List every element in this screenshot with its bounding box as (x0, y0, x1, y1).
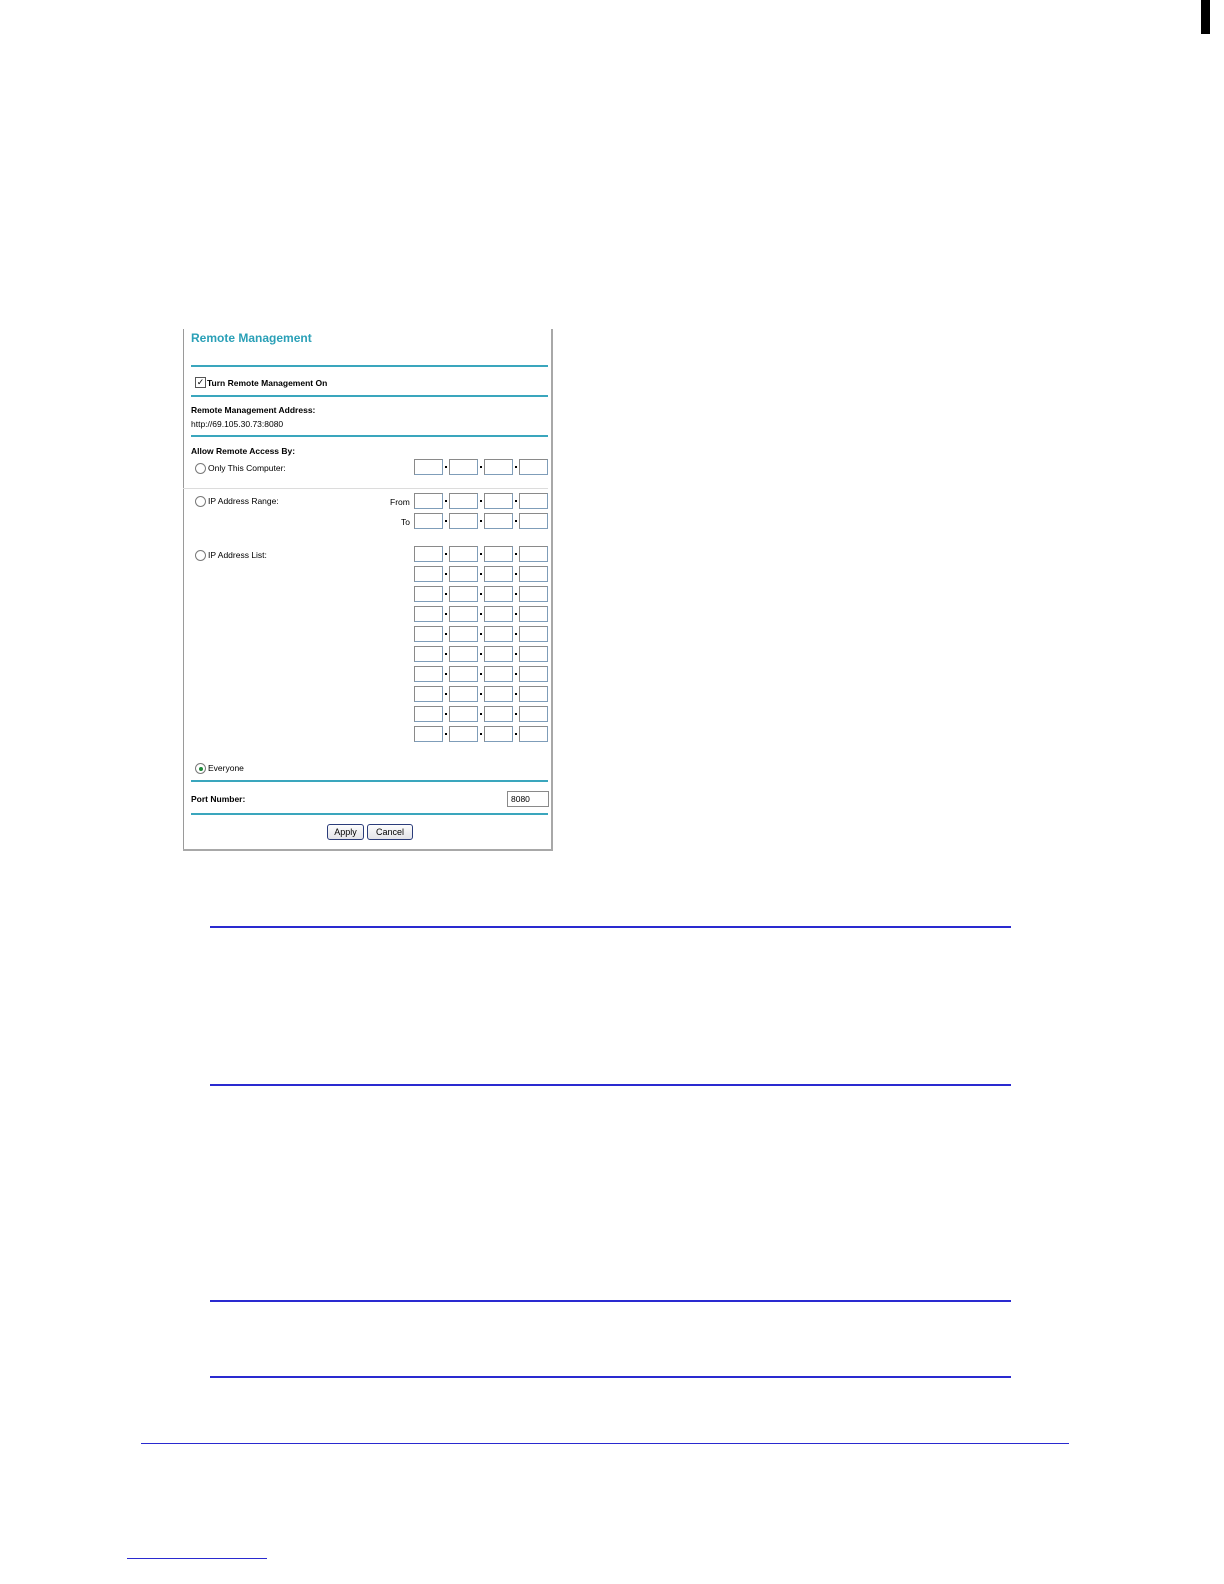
ip-separator-dot (480, 693, 482, 695)
footer-link-underline (127, 1558, 267, 1559)
ip-octet-input[interactable] (449, 706, 478, 722)
ip-octet-input[interactable] (414, 566, 443, 582)
ip-separator-dot (480, 673, 482, 675)
ip-octet-input[interactable] (484, 513, 513, 529)
divider (191, 395, 548, 397)
ip-separator-dot (445, 520, 447, 522)
ip-octet-input[interactable] (449, 546, 478, 562)
ip-separator-dot (445, 466, 447, 468)
ip-octet-input[interactable] (519, 686, 548, 702)
ip-list-row (414, 586, 549, 602)
ip-list-radio[interactable] (195, 550, 206, 561)
ip-separator-dot (515, 693, 517, 695)
ip-list-row (414, 626, 549, 642)
ip-octet-input[interactable] (484, 646, 513, 662)
ip-separator-dot (480, 633, 482, 635)
ip-range-radio[interactable] (195, 496, 206, 507)
ip-octet-input[interactable] (449, 606, 478, 622)
ip-separator-dot (480, 520, 482, 522)
everyone-radio[interactable] (195, 763, 206, 774)
ip-separator-dot (480, 713, 482, 715)
ip-separator-dot (515, 520, 517, 522)
range-from-ip (414, 493, 549, 509)
ip-octet-input[interactable] (414, 666, 443, 682)
turn-on-checkbox[interactable]: ✓ (196, 377, 205, 387)
ip-octet-input[interactable] (449, 626, 478, 642)
ip-separator-dot (480, 653, 482, 655)
ip-separator-dot (445, 553, 447, 555)
range-to-label: To (401, 517, 410, 527)
ip-octet-input[interactable] (519, 586, 548, 602)
ip-octet-input[interactable] (449, 586, 478, 602)
ip-octet-input[interactable] (519, 606, 548, 622)
ip-octet-input[interactable] (484, 706, 513, 722)
everyone-label: Everyone (208, 763, 244, 773)
ip-separator-dot (445, 593, 447, 595)
ip-list-label: IP Address List: (208, 550, 267, 560)
ip-separator-dot (445, 633, 447, 635)
address-heading: Remote Management Address: (191, 405, 316, 415)
ip-list-row (414, 726, 549, 742)
ip-separator-dot (445, 733, 447, 735)
ip-list-row (414, 686, 549, 702)
ip-octet-input[interactable] (519, 646, 548, 662)
page-title: Remote Management (191, 331, 312, 345)
ip-octet-input[interactable] (414, 606, 443, 622)
range-from-label: From (390, 497, 410, 507)
ip-separator-dot (515, 713, 517, 715)
ip-octet-input[interactable] (519, 493, 548, 509)
ip-separator-dot (515, 593, 517, 595)
page-rule (210, 926, 1011, 928)
port-label: Port Number: (191, 794, 246, 804)
divider (191, 435, 548, 437)
range-to-ip (414, 513, 549, 529)
ip-separator-dot (480, 466, 482, 468)
ip-separator-dot (515, 500, 517, 502)
address-value: http://69.105.30.73:8080 (191, 419, 284, 429)
ip-octet-input[interactable] (519, 459, 548, 475)
ip-list-row (414, 566, 549, 582)
ip-octet-input[interactable] (414, 493, 443, 509)
ip-separator-dot (480, 553, 482, 555)
ip-octet-input[interactable] (414, 726, 443, 742)
ip-list-row (414, 666, 549, 682)
ip-octet-input[interactable] (519, 666, 548, 682)
only-this-computer-label: Only This Computer: (208, 463, 286, 473)
ip-octet-input[interactable] (484, 666, 513, 682)
ip-separator-dot (515, 466, 517, 468)
page-rule (210, 1376, 1011, 1378)
ip-list-row (414, 646, 549, 662)
ip-octet-input[interactable] (449, 513, 478, 529)
ip-octet-input[interactable] (519, 626, 548, 642)
ip-octet-input[interactable] (449, 566, 478, 582)
ip-separator-dot (445, 653, 447, 655)
port-number-input[interactable]: 8080 (507, 791, 549, 807)
ip-separator-dot (445, 713, 447, 715)
ip-octet-input[interactable] (449, 493, 478, 509)
ip-octet-input[interactable] (519, 513, 548, 529)
ip-octet-input[interactable] (414, 686, 443, 702)
ip-separator-dot (445, 500, 447, 502)
ip-octet-input[interactable] (484, 726, 513, 742)
ip-list-row (414, 706, 549, 722)
ip-separator-dot (515, 733, 517, 735)
turn-on-label: Turn Remote Management On (207, 378, 328, 388)
ip-octet-input[interactable] (519, 726, 548, 742)
ip-octet-input[interactable] (449, 459, 478, 475)
ip-separator-dot (515, 613, 517, 615)
ip-octet-input[interactable] (414, 586, 443, 602)
ip-separator-dot (515, 673, 517, 675)
ip-list-row (414, 546, 549, 562)
ip-separator-dot (480, 613, 482, 615)
ip-octet-input[interactable] (414, 513, 443, 529)
ip-separator-dot (480, 593, 482, 595)
ip-octet-input[interactable] (519, 706, 548, 722)
ip-octet-input[interactable] (484, 493, 513, 509)
ip-separator-dot (515, 573, 517, 575)
ip-octet-input[interactable] (414, 646, 443, 662)
ip-separator-dot (445, 613, 447, 615)
ip-octet-input[interactable] (414, 706, 443, 722)
divider (191, 365, 548, 367)
ip-octet-input[interactable] (484, 586, 513, 602)
ip-separator-dot (480, 573, 482, 575)
ip-octet-input[interactable] (484, 606, 513, 622)
ip-range-label: IP Address Range: (208, 496, 279, 506)
ip-octet-input[interactable] (449, 686, 478, 702)
only-this-computer-ip (414, 459, 549, 475)
divider (191, 813, 548, 815)
ip-separator-dot (445, 673, 447, 675)
access-heading: Allow Remote Access By: (191, 446, 296, 456)
ip-separator-dot (480, 733, 482, 735)
ip-list-row (414, 606, 549, 622)
ip-octet-input[interactable] (519, 566, 548, 582)
ip-separator-dot (445, 573, 447, 575)
ip-octet-input[interactable] (519, 546, 548, 562)
apply-button[interactable]: Apply (327, 824, 364, 840)
page-edge-marker (1201, 0, 1210, 34)
ip-octet-input[interactable] (449, 666, 478, 682)
ip-octet-input[interactable] (414, 459, 443, 475)
divider (191, 780, 548, 782)
footer-rule (141, 1443, 1069, 1444)
cancel-button[interactable]: Cancel (367, 824, 413, 840)
page-rule (210, 1300, 1011, 1302)
remote-management-panel (183, 329, 553, 851)
ip-octet-input[interactable] (484, 546, 513, 562)
ip-octet-input[interactable] (449, 726, 478, 742)
ip-separator-dot (515, 633, 517, 635)
ip-octet-input[interactable] (484, 459, 513, 475)
page-rule (210, 1084, 1011, 1086)
ip-octet-input[interactable] (484, 566, 513, 582)
ip-separator-dot (480, 500, 482, 502)
ip-octet-input[interactable] (414, 546, 443, 562)
only-this-computer-radio[interactable] (195, 463, 206, 474)
ip-octet-input[interactable] (449, 646, 478, 662)
ip-separator-dot (445, 693, 447, 695)
ip-separator-dot (515, 553, 517, 555)
ip-octet-input[interactable] (484, 626, 513, 642)
divider (183, 488, 548, 489)
ip-octet-input[interactable] (484, 686, 513, 702)
ip-octet-input[interactable] (414, 626, 443, 642)
ip-separator-dot (515, 653, 517, 655)
